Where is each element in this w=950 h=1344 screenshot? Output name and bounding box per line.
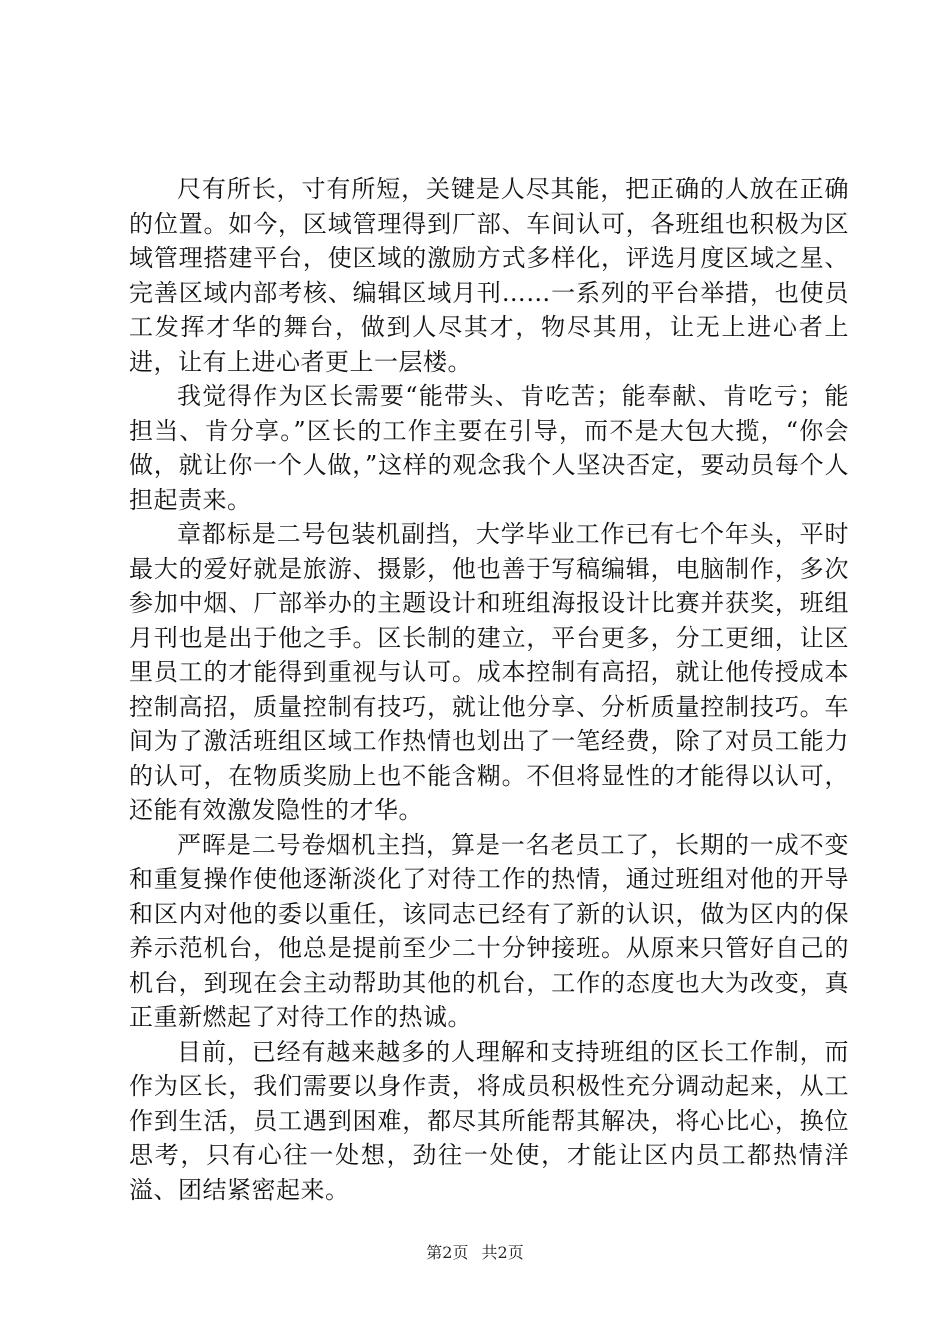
body-text [129, 172, 849, 1207]
paragraph-1: 尺有所长，寸有所短，关键是人尽其能，把正确的人放在正确的位置。如今，区域管理得到厂部、车间认可，各班组也积极为区域管理搭建平台，使区域的激励方式多样化，评选月度区域之星、完善区域内部考核、编辑区域月刊……一系列的平台举措，也使员工发挥才华的舞台，做到人尽其才，物尽其用，让无上进心者上进，让有上进心者更上一层楼。 [129, 175, 849, 376]
paragraph-2: 我觉得作为区长需要“能带头、肯吃苦；能奉献、肯吃亏；能担当、肯分享。”区长的工作主要在引导，而不是大包大揽，“你会做，就让你一个人做，”这样的观念我个人坚决否定，要动员每个人担起责来。 [129, 382, 849, 514]
paragraph-4: 严晖是二号卷烟机主挡，算是一名老员工了，长期的一成不变和重复操作使他逐渐淡化了对待工作的热情，通过班组对他的开导和区内对他的委以重任，该同志已经有了新的认识，做为区内的保养示范机台，他总是提前至少二十分钟接班。从原来只管好自己的机台，到现在会主动帮助其他的机台，工作的态度也大为改变，真正重新燃起了对待工作的热诚。 [129, 830, 849, 1031]
page-footer [0, 1240, 950, 1263]
page-total: 共2页 [481, 1243, 524, 1262]
page-number: 第2页 [426, 1243, 469, 1262]
paragraph-3: 章都标是二号包装机副挡，大学毕业工作已有七个年头，平时最大的爱好就是旅游、摄影，他也善于写稿编辑，电脑制作，多次参加中烟、厂部举办的主题设计和班组海报设计比赛并获奖，班组月刊也是出于他之手。区长制的建立，平台更多，分工更细，让区里员工的才能得到重视与认可。成本控制有高招，就让他传授成本控制高招，质量控制有技巧，就让他分享、分析质量控制技巧。车间为了激活班组区域工作热情也划出了一笔经费，除了对员工能力的认可，在物质奖励上也不能含糊。不但将显性的才能得以认可，还能有效激发隐性的才华。 [129, 520, 849, 824]
paragraph-5: 目前，已经有越来越多的人理解和支持班组的区长工作制，而作为区长，我们需要以身作责，将成员积极性充分调动起来，从工作到生活，员工遇到困难，都尽其所能帮其解决，将心比心，换位思考，只有心往一处想，劲往一处使，才能让区内员工都热情洋溢、团结紧密起来。 [129, 1037, 849, 1204]
